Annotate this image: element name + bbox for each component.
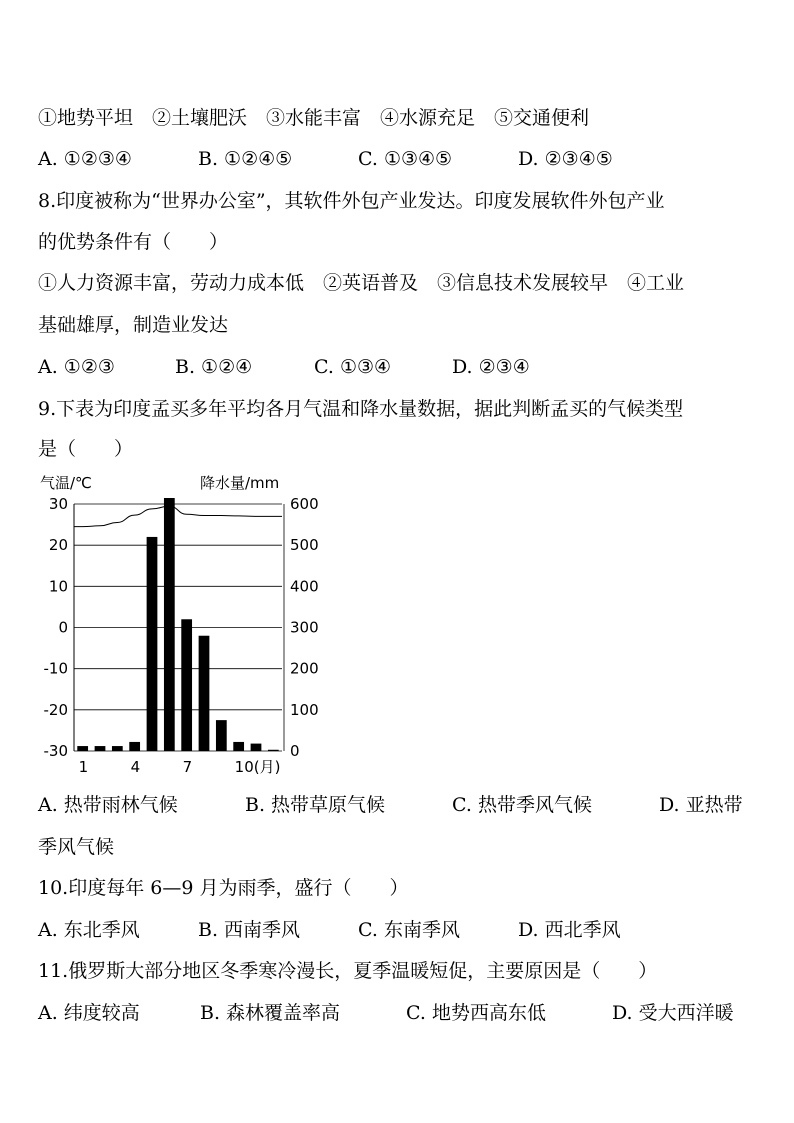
q11-option-a[interactable]: A. 纬度较高: [38, 1002, 140, 1024]
chart-grid: [74, 504, 282, 751]
q10-stem: 10.印度每年 6—9 月为雨季，盛行（ ）: [38, 877, 409, 899]
x-tick-label: 4: [130, 758, 141, 776]
q8-option-d[interactable]: D. ②③④: [452, 356, 530, 378]
q7-option-a[interactable]: A. ①②③④: [38, 148, 132, 170]
q11-stem: 11.俄罗斯大部分地区冬季寒冷漫长，夏季温暖短促，主要原因是（ ）: [38, 960, 658, 982]
q8-option-a[interactable]: A. ①②③: [38, 356, 115, 378]
precipitation-bar: [181, 619, 192, 751]
q9-stem-line1: 9.下表为印度孟买多年平均各月气温和降水量数据，据此判断孟买的气候类型: [38, 398, 684, 420]
left-tick-label: 0: [58, 618, 68, 637]
left-tick-label: -20: [43, 700, 68, 719]
right-tick-label: 100: [290, 700, 319, 719]
precipitation-bar: [147, 537, 158, 751]
left-tick-label: 10: [48, 577, 68, 596]
precipitation-bar: [164, 498, 175, 751]
right-tick-label: 200: [290, 659, 319, 678]
precipitation-bar: [95, 746, 106, 751]
q11-option-c[interactable]: C. 地势西高东低: [406, 1002, 546, 1024]
q10-option-c[interactable]: C. 东南季风: [358, 919, 460, 941]
q8-option-b[interactable]: B. ①②④: [175, 356, 253, 378]
precipitation-bar: [199, 636, 210, 751]
q9-option-b[interactable]: B. 热带草原气候: [245, 794, 386, 816]
right-tick-label: 600: [290, 495, 319, 513]
q8-stem-line2: 的优势条件有（ ）: [38, 231, 229, 253]
q9-option-a[interactable]: A. 热带雨林气候: [38, 794, 178, 816]
temperature-curve: [74, 506, 282, 526]
left-tick-label: 20: [48, 536, 68, 555]
q9-option-d-continued: 季风气候: [38, 836, 115, 858]
right-tick-label: 0: [290, 742, 300, 760]
q11-option-b[interactable]: B. 森林覆盖率高: [200, 1002, 341, 1024]
right-tick-label: 500: [290, 536, 319, 555]
right-tick-label: 300: [290, 618, 319, 637]
right-axis-label: 降水量/mm: [200, 474, 280, 492]
x-tick-label: 7: [182, 758, 193, 776]
precipitation-bar: [129, 742, 140, 751]
q10-option-b[interactable]: B. 西南季风: [198, 919, 301, 941]
precipitation-bar: [77, 746, 88, 751]
q7-option-b[interactable]: B. ①②④⑤: [198, 148, 293, 170]
left-tick-label: -10: [43, 659, 68, 678]
right-tick-label: 400: [290, 577, 319, 596]
q8-items-line2: 基础雄厚，制造业发达: [38, 314, 229, 336]
q7-option-d[interactable]: D. ②③④⑤: [518, 148, 613, 170]
left-axis-label: 气温/℃: [40, 474, 92, 492]
chart-labels: [44, 495, 319, 776]
x-tick-label: 10(月): [234, 758, 281, 776]
q7-option-c[interactable]: C. ①③④⑤: [358, 148, 453, 170]
precipitation-bar: [251, 744, 262, 751]
x-tick-label: 1: [78, 758, 89, 776]
q8-items-line1: ①人力资源丰富，劳动力成本低 ②英语普及 ③信息技术发展较早 ④工业: [38, 272, 685, 294]
q7-items: ①地势平坦 ②土壤肥沃 ③水能丰富 ④水源充足 ⑤交通便利: [38, 107, 590, 129]
q9-stem-line2: 是（ ）: [38, 438, 134, 460]
left-tick-label: 30: [48, 495, 68, 513]
left-tick-label: -30: [43, 742, 68, 760]
q9-option-c[interactable]: C. 热带季风气候: [452, 794, 592, 816]
precipitation-bar: [233, 742, 244, 751]
q9-option-d[interactable]: D. 亚热带: [659, 794, 743, 816]
precipitation-bar: [112, 746, 123, 751]
precipitation-bars: [77, 498, 278, 751]
precipitation-bar: [216, 720, 227, 751]
precipitation-bar: [268, 750, 279, 751]
q10-option-d[interactable]: D. 西北季风: [518, 919, 621, 941]
q11-option-d[interactable]: D. 受大西洋暖: [612, 1002, 734, 1024]
q8-option-c[interactable]: C. ①③④: [314, 356, 392, 378]
q8-stem-line1: 8.印度被称为“世界办公室”，其软件外包产业发达。印度发展软件外包产业: [38, 190, 665, 212]
climate-chart: [36, 468, 319, 786]
q10-option-a[interactable]: A. 东北季风: [38, 919, 140, 941]
